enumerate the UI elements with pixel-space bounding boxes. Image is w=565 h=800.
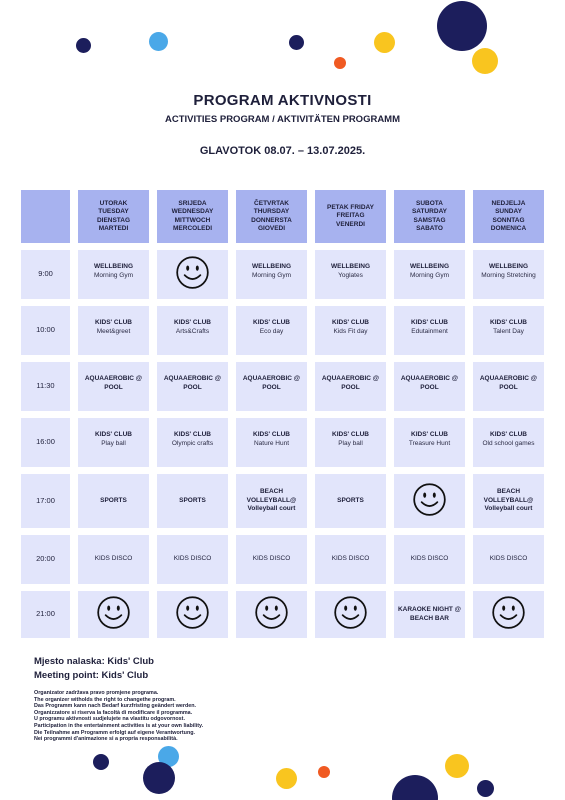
activity-detail: Arts&Crafts xyxy=(175,327,210,335)
activity-name: KARAOKE NIGHT @ BEACH BAR xyxy=(397,605,462,622)
activity-name: KIDS DISCO xyxy=(252,555,291,563)
bottom-decoration xyxy=(0,710,565,800)
day-header-line: NEDJELJA xyxy=(491,200,526,208)
day-header-line: SUBOTA xyxy=(416,200,443,208)
activity-cell xyxy=(473,418,544,467)
activity-cell xyxy=(315,362,386,411)
smiley-face-icon xyxy=(491,595,526,634)
day-header-cell xyxy=(315,190,386,243)
activity-detail: Edutainment xyxy=(411,327,448,335)
yellow-dot-decoration xyxy=(445,754,469,778)
activity-cell xyxy=(473,591,544,638)
activity-cell xyxy=(394,591,465,638)
top-decoration xyxy=(0,0,565,90)
time-cell xyxy=(21,591,70,638)
day-header-line: TUESDAY xyxy=(98,208,129,216)
activity-name: KIDS' CLUB xyxy=(95,319,132,326)
day-header-cell xyxy=(78,190,149,243)
activity-cell xyxy=(157,591,228,638)
activity-cell xyxy=(394,250,465,299)
activity-name: WELLBEING xyxy=(94,263,133,270)
activity-name: KIDS DISCO xyxy=(410,555,449,563)
activity-name: AQUAAEROBIC @ POOL xyxy=(242,375,301,391)
activity-cell xyxy=(473,306,544,355)
activity-name: AQUAAEROBIC @ POOL xyxy=(479,375,538,391)
day-header-line: WEDNESDAY xyxy=(171,208,214,216)
activity-cell xyxy=(315,250,386,299)
smiley-face-icon xyxy=(96,595,131,634)
day-header-line: PETAK FRIDAY xyxy=(327,204,374,212)
activity-name: SPORTS xyxy=(100,496,127,504)
activity-cell xyxy=(473,362,544,411)
activity-detail: Morning Stretching xyxy=(481,271,536,279)
document-header xyxy=(0,92,565,157)
activity-name: KIDS' CLUB xyxy=(332,319,369,326)
disclaimer-line: Participation in the entertainment activities is at your own liability. xyxy=(34,722,204,729)
day-header-cell xyxy=(236,190,307,243)
activity-name: SPORTS xyxy=(337,496,364,504)
time-label: 16:00 xyxy=(36,437,55,447)
activity-detail: Morning Gym xyxy=(93,271,133,279)
disclaimer-line: The organizer witholds the right to changethe program. xyxy=(34,696,176,703)
activity-cell xyxy=(236,474,307,528)
activity-cell xyxy=(157,418,228,467)
activity-cell xyxy=(315,535,386,584)
activity-cell xyxy=(157,362,228,411)
day-header-cell xyxy=(473,190,544,243)
time-cell xyxy=(21,474,70,528)
time-label: 9:00 xyxy=(38,269,53,279)
activity-cell xyxy=(315,306,386,355)
activity-cell xyxy=(394,535,465,584)
time-cell xyxy=(21,306,70,355)
activity-detail: Yoglates xyxy=(338,271,363,279)
time-cell xyxy=(21,250,70,299)
time-label: 21:00 xyxy=(36,609,55,619)
activity-name: BEACH VOLLEYBALL@ Volleyball court xyxy=(483,487,534,513)
day-header-line: DOMENICA xyxy=(490,224,527,232)
smiley-face-icon xyxy=(254,595,289,634)
day-header-line: SUNDAY xyxy=(495,208,522,216)
activity-cell xyxy=(236,250,307,299)
activity-cell xyxy=(78,306,149,355)
activity-name: WELLBEING xyxy=(410,263,449,270)
navy-dot-decoration xyxy=(76,38,91,53)
disclaimer-line: Nei programmi d'animazione si a propria responsabilità. xyxy=(34,736,178,743)
activity-name: KIDS DISCO xyxy=(173,555,212,563)
day-header-line: SATURDAY xyxy=(411,208,448,216)
meeting-point-hr: Mjesto nalaska: Kids' Club xyxy=(34,656,154,667)
day-header-line: SRIJEDA xyxy=(178,200,207,208)
activity-name: AQUAAEROBIC @ POOL xyxy=(400,375,459,391)
activity-name: KIDS' CLUB xyxy=(490,319,527,326)
activity-cell xyxy=(78,591,149,638)
day-header-line: SABATO xyxy=(416,224,443,232)
activity-cell xyxy=(315,418,386,467)
page-title: PROGRAM AKTIVNOSTI xyxy=(193,92,372,109)
activity-name: KIDS' CLUB xyxy=(95,431,132,438)
activity-detail: Talent Day xyxy=(493,327,524,335)
activity-cell xyxy=(394,306,465,355)
activity-cell xyxy=(157,250,228,299)
smiley-face-icon xyxy=(412,482,447,521)
activity-detail: Olympic crafts xyxy=(171,439,214,447)
meeting-point-en: Meeting point: Kids' Club xyxy=(34,669,149,681)
activity-cell xyxy=(78,250,149,299)
navy-dot-decoration xyxy=(437,1,487,51)
orange-dot-decoration xyxy=(318,766,330,778)
orange-dot-decoration xyxy=(334,57,346,69)
activity-name: KIDS' CLUB xyxy=(332,431,369,438)
activity-detail: Play ball xyxy=(338,439,363,447)
time-cell xyxy=(21,362,70,411)
activity-cell xyxy=(236,362,307,411)
activity-cell xyxy=(394,418,465,467)
activity-name: KIDS' CLUB xyxy=(411,319,448,326)
activity-cell xyxy=(394,362,465,411)
day-header-line: VENERDI xyxy=(336,220,365,228)
activity-name: KIDS' CLUB xyxy=(174,319,211,326)
activity-cell xyxy=(473,535,544,584)
day-header-line: GIOVEDI xyxy=(257,224,286,232)
activity-detail: Eco day xyxy=(259,327,284,335)
disclaimer-line: Das Programm kann nach Bedarf kurzfristing geändert werden. xyxy=(34,703,197,710)
time-label: 11:30 xyxy=(36,381,55,391)
table-corner-cell xyxy=(21,190,70,243)
activity-name: KIDS' CLUB xyxy=(490,431,527,438)
activity-cell xyxy=(315,591,386,638)
activity-cell xyxy=(394,474,465,528)
navy-dot-decoration xyxy=(477,780,494,797)
navy-dot-decoration xyxy=(392,775,438,800)
activity-name: AQUAAEROBIC @ POOL xyxy=(84,375,143,391)
disclaimer-line: Organizzatore si riserva la facoltà di modificare il programma. xyxy=(34,709,193,716)
activity-name: BEACH VOLLEYBALL@ Volleyball court xyxy=(246,487,297,513)
smiley-face-icon xyxy=(175,595,210,634)
day-header-line: FREITAG xyxy=(336,212,365,220)
day-header-cell xyxy=(394,190,465,243)
activity-cell xyxy=(236,306,307,355)
schedule-table xyxy=(21,190,544,638)
time-label: 20:00 xyxy=(36,554,55,564)
activity-name: SPORTS xyxy=(179,496,206,504)
day-header-line: UTORAK xyxy=(99,200,128,208)
day-header-line: MITTWOCH xyxy=(174,216,211,224)
activity-name: WELLBEING xyxy=(331,263,370,270)
activity-cell xyxy=(78,418,149,467)
day-header-line: SONNTAG xyxy=(492,216,525,224)
day-header-line: DONNERSTA xyxy=(251,216,292,224)
activity-name: KIDS' CLUB xyxy=(253,431,290,438)
activity-cell xyxy=(473,474,544,528)
smiley-face-icon xyxy=(175,255,210,294)
day-header-line: THURSDAY xyxy=(253,208,290,216)
day-header-line: MERCOLEDI xyxy=(173,224,212,232)
activity-name: KIDS DISCO xyxy=(331,555,370,563)
yellow-dot-decoration xyxy=(276,768,297,789)
day-header-line: DIENSTAG xyxy=(96,216,131,224)
activity-cell xyxy=(157,535,228,584)
activity-cell xyxy=(157,306,228,355)
activity-cell xyxy=(157,474,228,528)
activity-detail: Play ball xyxy=(101,439,126,447)
time-label: 10:00 xyxy=(36,325,55,335)
activity-cell xyxy=(236,418,307,467)
activity-detail: Kids Fit day xyxy=(333,327,368,335)
disclaimer-line: U programu aktivnosti sudjelujete na vlastitu odgovornost. xyxy=(34,716,185,723)
activity-name: KIDS' CLUB xyxy=(253,319,290,326)
time-label: 17:00 xyxy=(36,495,55,505)
navy-dot-decoration xyxy=(289,35,304,50)
activity-cell xyxy=(78,474,149,528)
activity-cell xyxy=(78,535,149,584)
activity-name: AQUAAEROBIC @ POOL xyxy=(163,375,222,391)
day-header-line: MARTEDI xyxy=(98,224,129,232)
activity-cell xyxy=(236,591,307,638)
navy-dot-decoration xyxy=(143,762,175,794)
navy-dot-decoration xyxy=(93,754,109,770)
day-header-line: ČETVRTAK xyxy=(254,200,289,208)
activity-name: KIDS DISCO xyxy=(489,555,528,563)
smiley-face-icon xyxy=(333,595,368,634)
page-subtitle: ACTIVITIES PROGRAM / AKTIVITÄTEN PROGRAMM xyxy=(164,114,401,125)
activity-cell xyxy=(78,362,149,411)
activity-detail: Nature Hunt xyxy=(253,439,290,447)
yellow-dot-decoration xyxy=(374,32,395,53)
blue-dot-decoration xyxy=(149,32,168,51)
yellow-dot-decoration xyxy=(472,48,498,74)
activity-detail: Morning Gym xyxy=(251,271,291,279)
meeting-point xyxy=(34,655,154,683)
date-range: GLAVOTOK 08.07. – 13.07.2025. xyxy=(199,145,366,157)
activity-detail: Morning Gym xyxy=(409,271,449,279)
activity-name: KIDS' CLUB xyxy=(411,431,448,438)
activity-cell xyxy=(236,535,307,584)
disclaimer-line: Organizator zadržava pravo promjene programa. xyxy=(34,690,159,696)
activity-name: WELLBEING xyxy=(489,263,528,270)
activity-name: WELLBEING xyxy=(252,263,291,270)
day-header-line: SAMSTAG xyxy=(413,216,446,224)
activity-name: AQUAAEROBIC @ POOL xyxy=(321,375,380,391)
time-cell xyxy=(21,535,70,584)
activity-cell xyxy=(315,474,386,528)
activity-detail: Treasure Hunt xyxy=(408,439,451,447)
activity-detail: Old school games xyxy=(482,439,535,447)
activity-name: KIDS' CLUB xyxy=(174,431,211,438)
time-cell xyxy=(21,418,70,467)
activity-cell xyxy=(473,250,544,299)
disclaimer-line: Die Teilnahme am Programm erfolgt auf eigene Verantwortung. xyxy=(34,729,196,736)
activity-detail: Meet&greet xyxy=(96,327,131,335)
day-header-cell xyxy=(157,190,228,243)
activity-name: KIDS DISCO xyxy=(94,555,133,563)
